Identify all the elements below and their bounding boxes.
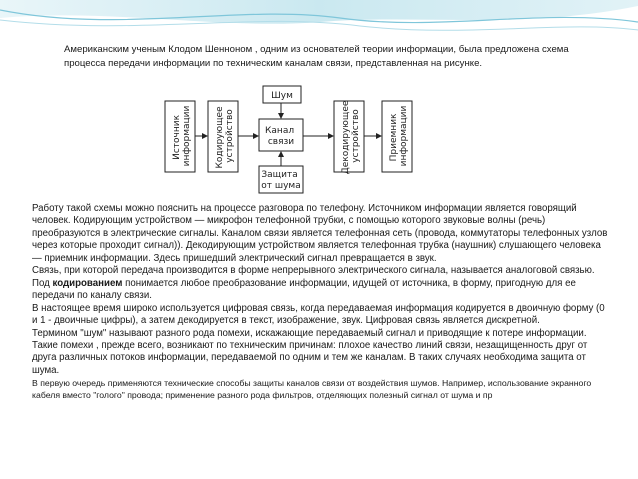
channel-label: Канал связи (265, 126, 295, 147)
paragraph-analog-communication: Связь, при которой передача производится в форме непрерывного электрического сигнала, называется аналоговой связью. (32, 265, 595, 277)
encoding-definition: понимается любое преобразование информации, идущей от источника, в форму, пригодную для ее передачи по каналу связи. (32, 277, 576, 302)
paragraph-noise: Термином "шум" называют разного рода помехи, искажающие передаваемый сигнал и приводящие к потере информации. Такие помехи , прежде всего, возникают по техническим причинам: плохое качество линий связи, незащищенность друг от друга различных потоков информации, передаваемой по одним и тем же каналам. В таких случаях необходима защита от шума. (32, 327, 588, 376)
shannon-diagram (163, 82, 420, 197)
encoding-prefix: Под (32, 277, 53, 289)
intro-text: Американским ученым Клодом Шенноном , одним из основателей теории информации, была предложена схема процесса передачи информации по техническим каналам связи, представленная на рисунке. (64, 44, 569, 69)
header-wave-decoration (0, 0, 638, 40)
source-label: Источник информации (172, 105, 192, 167)
paragraph-encoding (32, 278, 612, 303)
main-text (32, 203, 612, 402)
noise-label: Шум (271, 91, 293, 101)
encoder-label: Кодирующее устройство (215, 106, 235, 169)
protection-label: Защита от шума (261, 170, 301, 191)
paragraph-digital-communication: В настоящее время широко используется цифровая связь, когда передаваемая информация кодируется в двоичную форму (0 и 1 - двоичные цифры), а затем декодируется в текст, изображение, звук. Цифровая связь является дискретной. (32, 302, 605, 327)
receiver-label: Приемник информации (389, 105, 409, 167)
paragraph-telephone-example: Работу такой схемы можно пояснить на процессе разговора по телефону. Источником информации является говорящий человек. Кодирующим устройством — микрофон телефонной трубки, с помощью которого звуковые волны (речь) преобразуются в электрические сигналы. Каналом связи является телефонная сеть (провода, коммутаторы телефонных узлов через которые проходит сигнал)). Декодирующим устройством является телефонная трубка (наушник) слушающего человека — приемник информации. Здесь пришедший электрический сигнал превращается в звук. (32, 203, 608, 264)
decoder-label: Декодирующее устройство (341, 100, 361, 175)
encoding-term: кодированием (52, 277, 123, 289)
paragraph-noise-protection: В первую очередь применяются технические способы защиты каналов связи от воздействия шумов. Например, использование экранного кабеля вместо "голого" провода; применение разного рода фильтров, отделяющих полезный сигнал от шума и пр (32, 378, 592, 401)
